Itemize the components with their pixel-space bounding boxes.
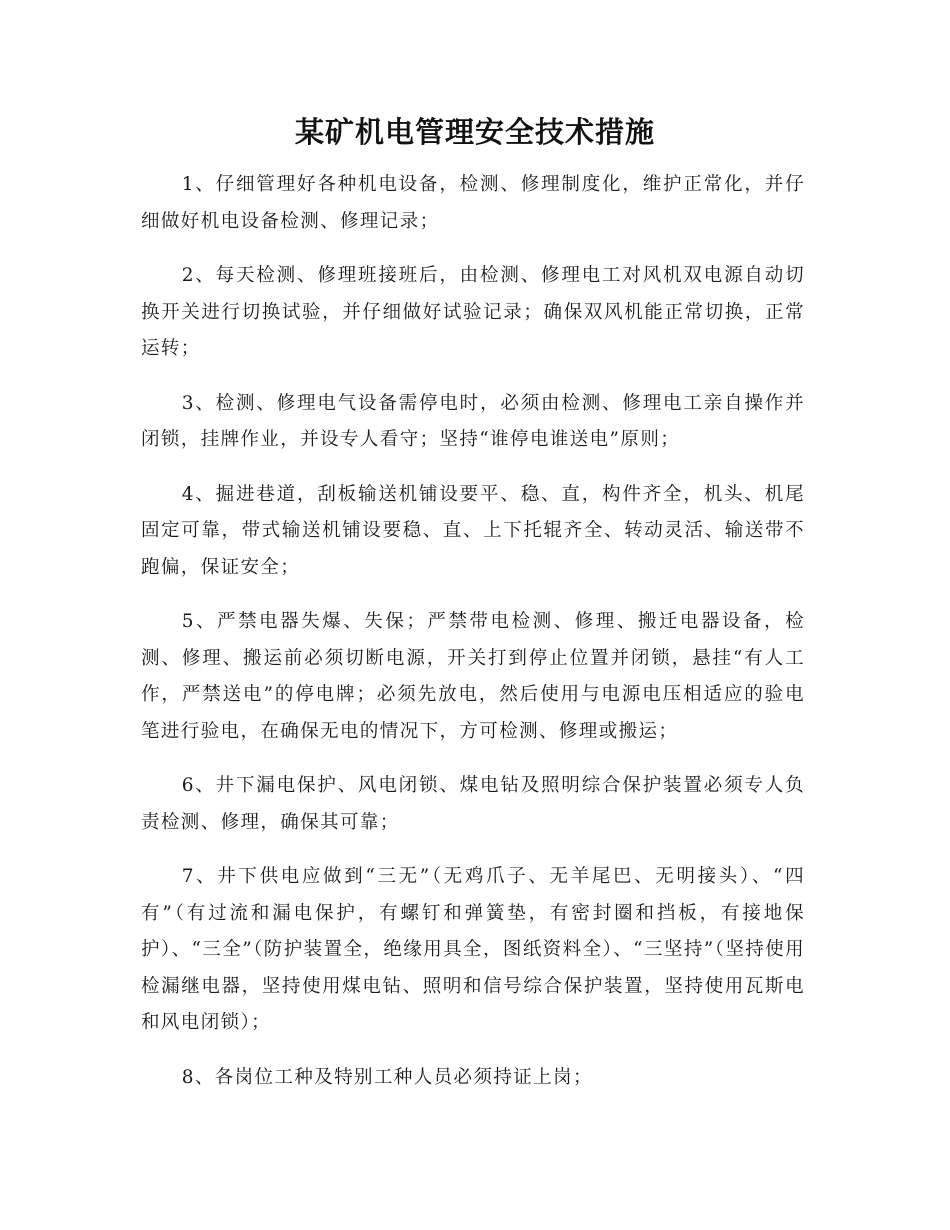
document-body — [141, 167, 805, 1114]
paragraph-2: 2、每天检测、修理班接班后，由检测、修理电工对风机双电源自动切换开关进行切换试验，并仔细做好试验记录；确保双风机能正常切换，正常运转； — [141, 265, 805, 359]
paragraph-4: 4、掘进巷道，刮板输送机铺设要平、稳、直，构件齐全，机头、机尾固定可靠，带式输送机铺设要稳、直、上下托辊齐全、转动灵活、输送带不跑偏，保证安全； — [141, 483, 805, 578]
paragraph-8: 8、各岗位工种及特别工种人员必须持证上岗； — [181, 1066, 593, 1088]
paragraph-5: 5、严禁电器失爆、失保；严禁带电检测、修理、搬迁电器设备，检测、修理、搬运前必须切断电源，开关打到停止位置并闭锁，悬挂“有人工作，严禁送电”的停电牌；必须先放电，然后使用与电源电压相适应的验电笔进行验电，在确保无电的情况下，方可检测、修理或搬运； — [141, 611, 805, 742]
paragraph-7: 7、井下供电应做到“三无”（无鸡爪子、无羊尾巴、无明接头）、“四有”（有过流和漏电保护，有螺钉和弹簧垫，有密封圈和挡板，有接地保护）、“三全”（防护装置全，绝缘用具全，图纸资料全）、“三坚持”（坚持使用检漏继电器，坚持使用煤电钻、照明和信号综合保护装置，坚持使用瓦斯电和风电闭锁）； — [141, 866, 805, 1033]
paragraph-1: 1、仔细管理好各种机电设备，检测、修理制度化，维护正常化，并仔细做好机电设备检测、修理记录； — [141, 174, 805, 232]
document-title: 某矿机电管理安全技术措施 — [294, 115, 655, 149]
paragraph-6: 6、井下漏电保护、风电闭锁、煤电钻及照明综合保护装置必须专人负责检测、修理，确保其可靠； — [141, 775, 805, 833]
paragraph-3: 3、检测、修理电气设备需停电时，必须由检测、修理电工亲自操作并闭锁，挂牌作业，并设专人看守；坚持“谁停电谁送电”原则； — [141, 392, 805, 450]
